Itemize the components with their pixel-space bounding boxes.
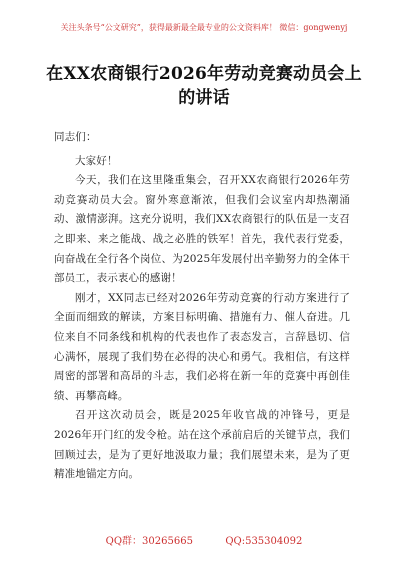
footer-qq: QQ:535304092 bbox=[225, 536, 303, 547]
footer-qq-group: QQ群：30265665 bbox=[105, 536, 193, 547]
greeting: 大家好！ bbox=[75, 154, 118, 167]
paragraph-3: 召开这次动员会，既是2025年收官战的冲锋号，更是2026年开门红的发令枪。站在这个承前启后的关键节点，我们回顾过去，是为了更好地汲取力量；我们展望未来，是为了更精准地锚定方向。 bbox=[54, 409, 350, 481]
footer bbox=[0, 535, 408, 549]
paragraph-2: 刚才，XX同志已经对2026年劳动竞赛的行动方案进行了全面而细致的解读，方案目标明确、措施有力、催人奋进。几位来自不同条线和机构的代表也作了表态发言，言辞恳切、信心满怀，展现了我们势在必得的决心和勇气。我相信，有这样周密的部署和高昂的斗志，我们必将在新一年的竞赛中再创佳绩、再攀高峰。 bbox=[54, 291, 350, 402]
salutation: 同志们： bbox=[54, 131, 97, 143]
paragraph-1: 今天，我们在这里隆重集会，召开XX农商银行2026年劳动竞赛动员大会。窗外寒意渐浓，但我们会议室内却热潮涌动、激情澎湃。这充分说明，我们XX农商银行的队伍是一支召之即来、来之能战、战之必胜的铁军！首先，我代表行党委，向奋战在全行各个岗位、为2025年发展付出辛勤努力的全体干部员工，表示衷心的感谢！ bbox=[54, 174, 350, 285]
document-body bbox=[54, 128, 350, 485]
document-title: 在XX农商银行2026年劳动竞赛动员会上的讲话 bbox=[46, 64, 362, 108]
header-note: 关注头条号“公文研究”，获得最新最全最专业的公文资料库！ 微信：gongwenyj bbox=[60, 23, 348, 32]
